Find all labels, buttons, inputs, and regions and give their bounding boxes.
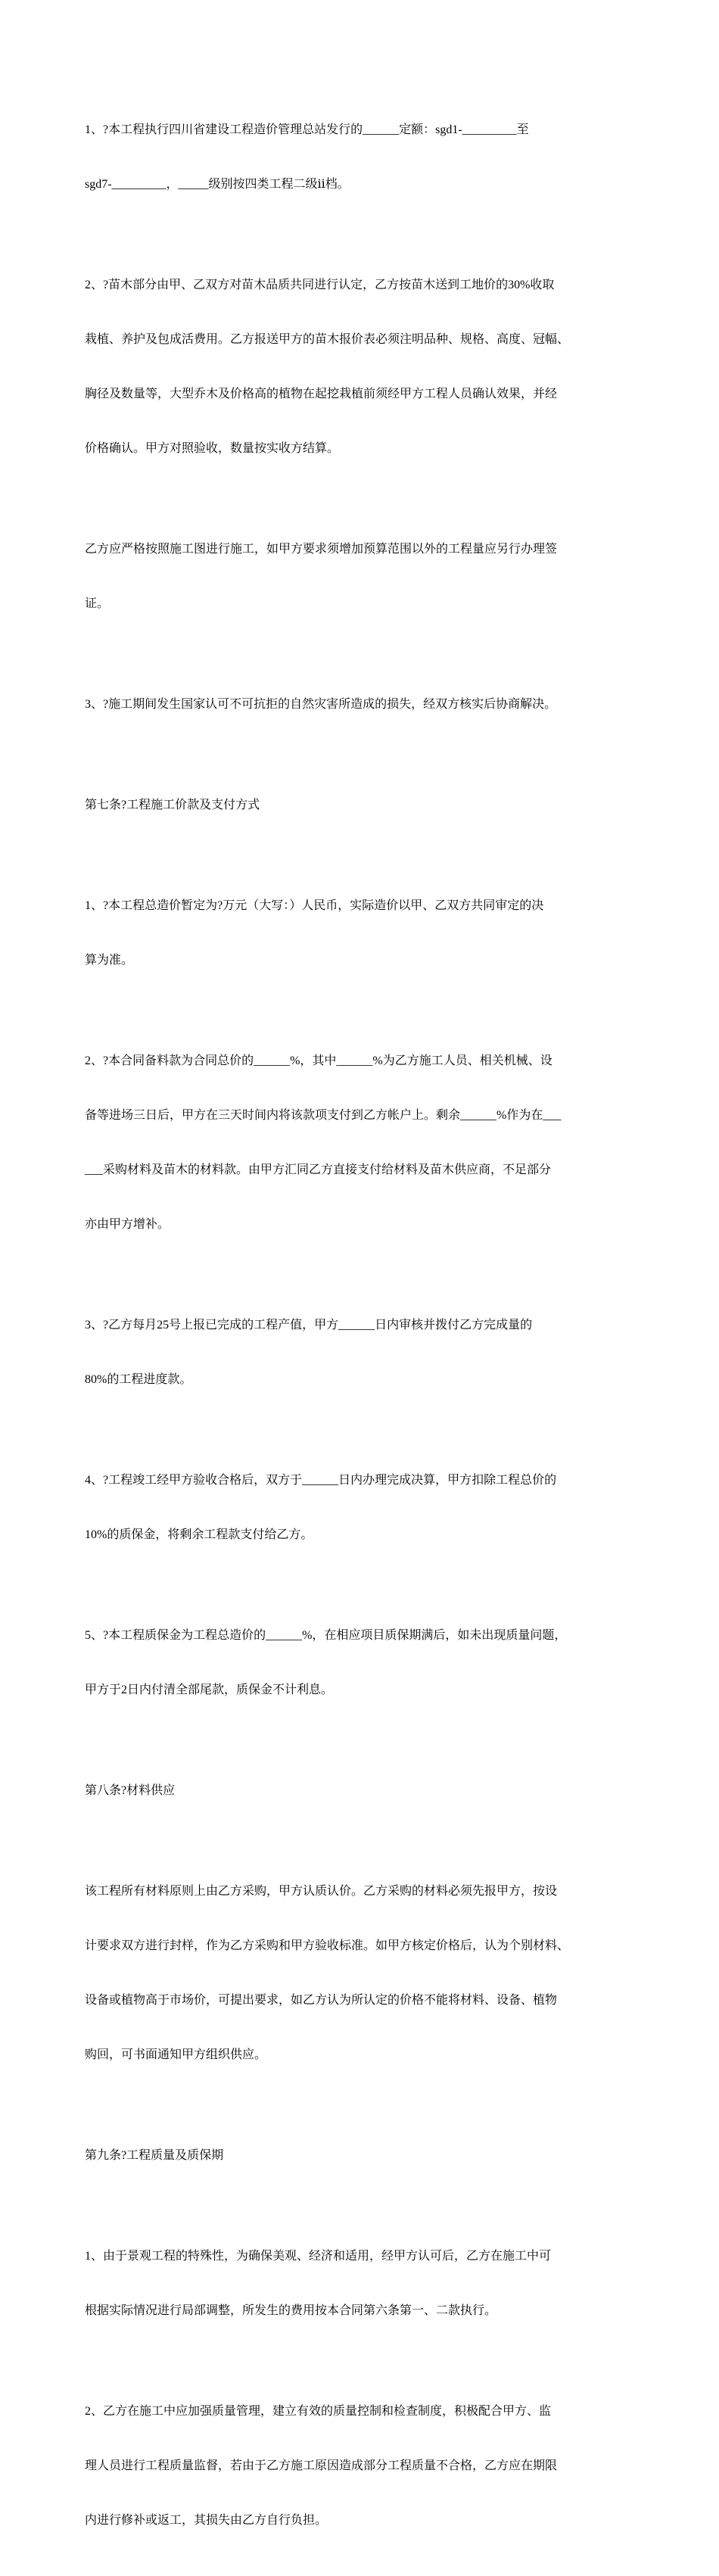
text-line: 理人员进行工程质量监督，若由于乙方施工原因造成部分工程质量不合格，乙方应在期限 <box>85 2459 558 2472</box>
text-line: 证。 <box>85 597 110 610</box>
text-line: 胸径及数量等，大型乔木及价格高的植物在起挖栽植前须经甲方工程人员确认效果，并经 <box>85 388 558 400</box>
text-line: 该工程所有材料原则上由乙方采购，甲方认质认价。乙方采购的材料必须先报甲方，按设 <box>85 1885 558 1898</box>
text-line: 根据实际情况进行局部调整，所发生的费用按本合同第六条第一、二款执行。 <box>85 2304 497 2317</box>
clause-2-seedling-pricing <box>85 240 636 494</box>
text-line: 1、?本工程执行四川省建设工程造价管理总站发行的______定额：sgd1-_________至 <box>85 123 529 136</box>
text-line: 栽植、养护及包成活费用。乙方报送甲方的苗木报价表必须注明品种、规格、高度、冠幅、 <box>85 333 570 346</box>
article-8-material-supply <box>85 1846 636 2101</box>
text-line: 4、?工程竣工经甲方验收合格后，双方于______日内办理完成决算，甲方扣除工程总价的 <box>85 1474 557 1487</box>
article-9-heading <box>85 2110 636 2201</box>
clause-3-force-majeure <box>85 659 636 750</box>
text-line: 2、乙方在施工中应加强质量管理，建立有效的质量控制和检查制度，积极配合甲方、监 <box>85 2405 552 2418</box>
text-line: 3、?施工期间发生国家认可不可抗拒的自然灾害所造成的损失，经双方核实后协商解决。 <box>85 698 557 711</box>
text-line: 甲方于2日内付清全部尾款，质保金不计利息。 <box>85 1684 334 1696</box>
section-heading: 第八条?材料供应 <box>85 1784 176 1797</box>
text-line: 2、?本合同备料款为合同总价的______%，其中______%为乙方施工人员、相关机械、设 <box>85 1054 552 1067</box>
text-line: 备等进场三日后，甲方在三天时间内将该款项支付到乙方帐户上。剩余______%作为在___ <box>85 1109 562 1122</box>
article-7-heading <box>85 760 636 851</box>
article-9-clause-2 <box>85 2366 636 2566</box>
text-line: ___采购材料及苗木的材料款。由甲方汇同乙方直接支付给材料及苗木供应商，不足部分 <box>85 1163 552 1176</box>
text-line: 亦由甲方增补。 <box>85 1218 170 1231</box>
text-line: 计要求双方进行封样，作为乙方采购和甲方验收标准。如甲方核定价格后，认为个别材料、 <box>85 1939 570 1952</box>
clause-1-quota-standard <box>85 85 636 230</box>
text-line: 1、由于景观工程的特殊性，为确保美观、经济和适用，经甲方认可后，乙方在施工中可 <box>85 2250 552 2263</box>
section-heading: 第七条?工程施工价款及支付方式 <box>85 799 260 811</box>
article-7-clause-2 <box>85 1016 636 1270</box>
text-line: 购回，可书面通知甲方组织供应。 <box>85 2048 267 2061</box>
article-7-clause-3 <box>85 1280 636 1425</box>
text-line: 3、?乙方每月25号上报已完成的工程产值，甲方______日内审核并拨付乙方完成量的 <box>85 1319 533 1332</box>
text-line: 乙方应严格按照施工图进行施工，如甲方要求须增加预算范围以外的工程量应另行办理签 <box>85 543 558 556</box>
text-line: 80%的工程进度款。 <box>85 1373 192 1386</box>
text-line: 5、?本工程质保金为工程总造价的______%，在相应项目质保期满后，如未出现质量问题， <box>85 1629 567 1642</box>
article-7-clause-5 <box>85 1590 636 1736</box>
text-line: 设备或植物高于市场价，可提出要求，如乙方认为所认定的价格不能将材料、设备、植物 <box>85 1994 558 2007</box>
text-line: 1、?本工程总造价暂定为?万元（大写：）人民币，实际造价以甲、乙双方共同审定的决 <box>85 899 544 912</box>
text-line: 10%的质保金，将剩余工程款支付给乙方。 <box>85 1528 313 1541</box>
section-heading: 第九条?工程质量及质保期 <box>85 2149 224 2162</box>
document-page <box>85 85 636 2576</box>
text-line: 2、?苗木部分由甲、乙双方对苗木品质共同进行认定，乙方按苗木送到工地价的30%收取 <box>85 279 555 291</box>
article-8-heading <box>85 1746 636 1836</box>
text-line: sgd7-_________，_____级别按四类工程二级ⅱ档。 <box>85 178 350 191</box>
article-9-clause-1 <box>85 2211 636 2356</box>
text-line: 价格确认。甲方对照验收，数量按实收方结算。 <box>85 442 340 455</box>
article-7-clause-4 <box>85 1435 636 1581</box>
construction-drawing-paragraph <box>85 504 636 649</box>
article-7-clause-1 <box>85 861 636 1006</box>
text-line: 内进行修补或返工，其损失由乙方自行负担。 <box>85 2514 328 2527</box>
text-line: 算为准。 <box>85 954 134 967</box>
